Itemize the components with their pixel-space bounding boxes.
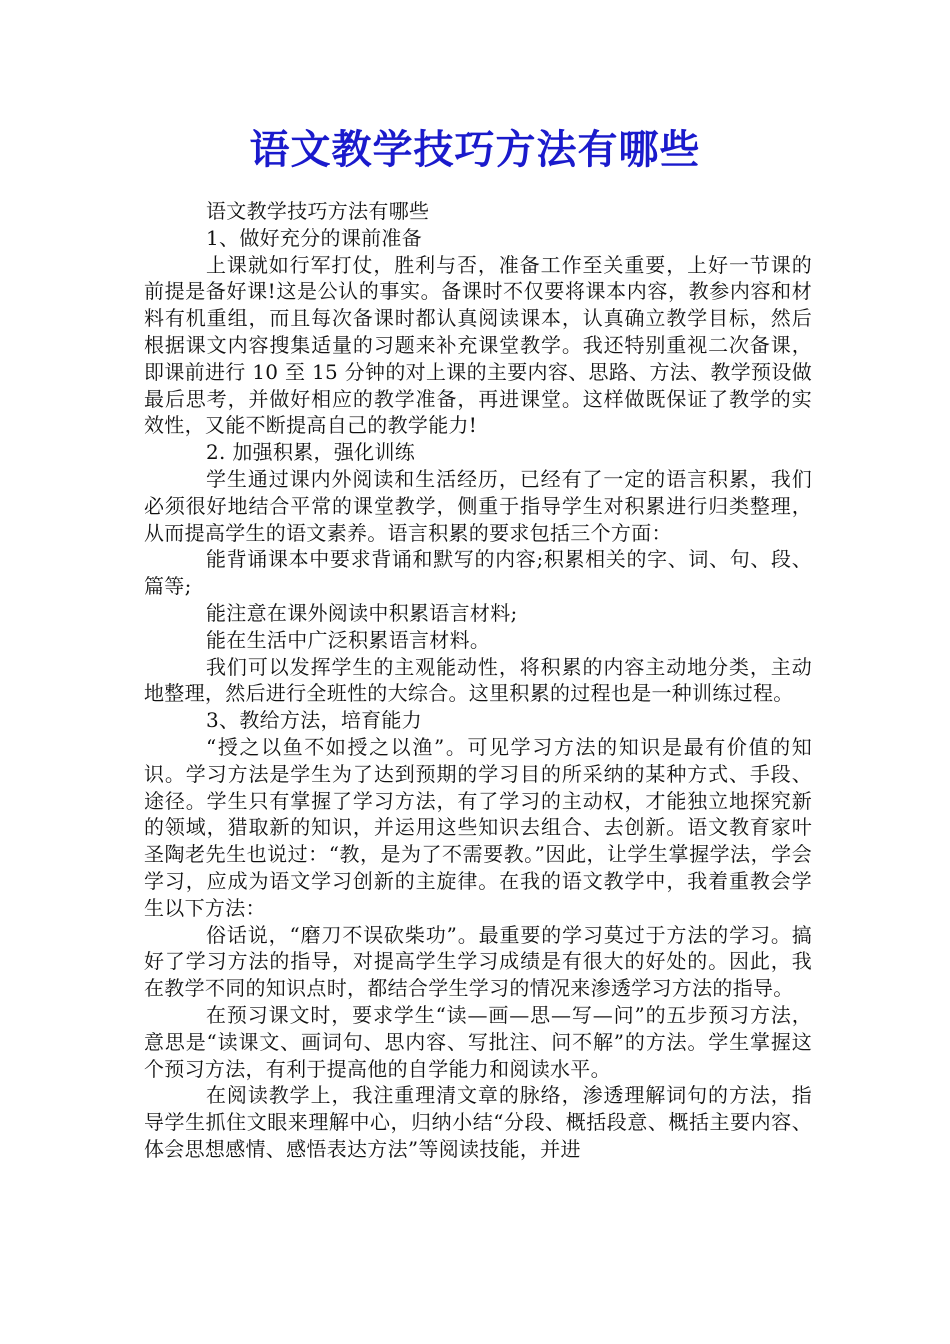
paragraph: 学生通过课内外阅读和生活经历，已经有了一定的语言积累，我们必须很好地结合平常的课堂教学，侧重于指导学生对积累进行归类整理，从而提高学生的语文素养。语言积累的要求包括三个方面： <box>144 466 812 545</box>
list-paragraph: 能注意在课外阅读中积累语言材料; <box>206 600 518 625</box>
section-heading-2: 2. 加强积累，强化训练 <box>206 440 416 465</box>
paragraph: 俗话说，“磨刀不误砍柴功”。最重要的学习莫过于方法的学习。搞好了学习方法的指导，对提高学生学习成绩是有很大的好处的。因此，我在教学不同的知识点时，都结合学生学习的情况来渗透学习方法的指导。 <box>144 922 812 1001</box>
section-heading-3: 3、教给方法，培育能力 <box>206 708 423 733</box>
list-paragraph: 能背诵课本中要求背诵和默写的内容;积累相关的字、词、句、段、篇等; <box>144 547 812 599</box>
paragraph: 在预习课文时，要求学生“读—画—思—写—问”的五步预习方法，意思是“读课文、画词句、思内容、写批注、问不解”的方法。学生掌握这个预习方法，有利于提高他的自学能力和阅读水平。 <box>144 1002 812 1081</box>
paragraph-subtitle: 语文教学技巧方法有哪些 <box>206 199 430 223</box>
paragraph: 我们可以发挥学生的主观能动性，将积累的内容主动地分类，主动地整理，然后进行全班性的大综合。这里积累的过程也是一种训练过程。 <box>144 654 812 706</box>
paragraph: 在阅读教学上，我注重理清文章的脉络，渗透理解词句的方法，指导学生抓住文眼来理解中心，归纳小结“分段、概括段意、概括主要内容、体会思想感情、感悟表达方法”等阅读技能，并进 <box>144 1083 812 1161</box>
paragraph: 上课就如行军打仗，胜利与否，准备工作至关重要，上好一节课的前提是备好课!这是公认的事实。备课时不仅要将课本内容，教参内容和材料有机重组，而且每次备课时都认真阅读课本，认真确立教学目标，然后根据课文内容搜集适量的习题来补充课堂教学。我还特别重视二次备课，即课前进行 10 至 15 分钟的对上课的主要内容、思路、方法、教学预设做最后思考，并做好相应的教学准备，再进课堂。这样做既保证了教学的实效性，又能不断提高自己的教学能力! <box>144 252 812 438</box>
document-body <box>144 198 812 1163</box>
document-title: 语文教学技巧方法有哪些 <box>249 126 701 173</box>
paragraph: “授之以鱼不如授之以渔”。可见学习方法的知识是最有价值的知识。学习方法是学生为了达到预期的学习目的所采纳的某种方式、手段、途径。学生只有掌握了学习方法，有了学习的主动权，才能独立地探究新的领域，猎取新的知识，并运用这些知识去组合、去创新。语文教育家叶圣陶老先生也说过：“教，是为了不需要教。”因此，让学生掌握学法，学会学习，应成为语文学习创新的主旋律。在我的语文教学中，我着重教会学生以下方法： <box>144 734 812 920</box>
list-paragraph: 能在生活中广泛积累语言材料。 <box>206 627 491 652</box>
section-heading-1: 1、做好充分的课前准备 <box>206 225 423 250</box>
